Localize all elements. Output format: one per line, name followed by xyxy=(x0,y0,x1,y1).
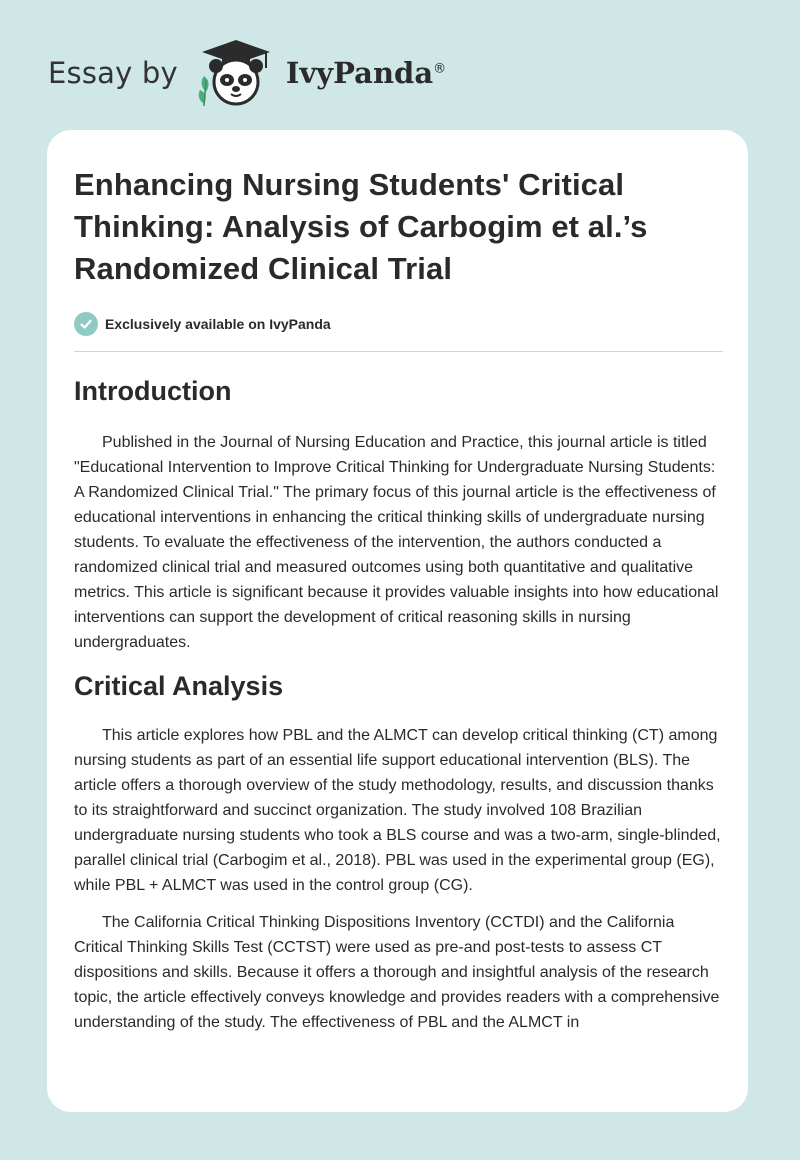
critical-analysis-paragraph-1: This article explores how PBL and the ALMCT can develop critical thinking (CT) among nursing students as part of an essential life support educational intervention (BLS). The article offers a thorough overview of the study methodology, results, and discussion thanks to its straightforward and succinct organization. The study involved 108 Brazilian undergraduate nursing students who took a BLS course and was a two-arm, single-blinded, parallel clinical trial (Carbogim et al., 2018). PBL was used in the experimental group (EG), while PBL + ALMCT was used in the control group (CG). xyxy=(74,727,721,894)
site-header xyxy=(48,36,446,110)
registered-mark: ® xyxy=(433,61,447,77)
brand-name xyxy=(286,56,446,90)
panda-logo-icon xyxy=(192,36,280,110)
introduction-paragraph: Published in the Journal of Nursing Education and Practice, this journal article is titled "Educational Intervention to Improve Critical Thinking for Undergraduate Nursing Students: A Randomized Clinical Trial." The primary focus of this journal article is the effectiveness of educational interventions in enhancing the critical thinking skills of undergraduate nursing students. To evaluate the effectiveness of the intervention, the authors conducted a randomized clinical trial and measured outcomes using both quantitative and qualitative metrics. This article is significant because it provides valuable insights into how educational interventions can support the development of critical reasoning skills in nursing undergraduates. xyxy=(74,434,719,651)
section-heading-introduction: Introduction xyxy=(74,376,232,406)
essay-by-label: Essay by xyxy=(48,56,178,90)
exclusive-badge-label: Exclusively available on IvyPanda xyxy=(105,316,331,332)
brand-text: IvyPanda xyxy=(285,56,434,90)
page-title: Enhancing Nursing Students' Critical Thinking: Analysis of Carbogim et al.’s Randomized Clinical Trial xyxy=(74,167,648,286)
essay-card xyxy=(47,130,748,1112)
divider xyxy=(74,351,723,352)
ivypanda-logo[interactable] xyxy=(192,36,446,110)
check-icon xyxy=(74,312,98,336)
section-heading-critical-analysis: Critical Analysis xyxy=(74,671,284,701)
exclusive-badge xyxy=(74,312,722,336)
critical-analysis-paragraph-2: The California Critical Thinking Dispositions Inventory (CCTDI) and the California Critical Thinking Skills Test (CCTST) were used as pre-and post-tests to assess CT dispositions and skills. Because it offers a thorough and insightful analysis of the research topic, the article effectively conveys knowledge and provides readers with a comprehensive understanding of the study. The effectiveness of PBL and the ALMCT in xyxy=(74,914,720,1031)
